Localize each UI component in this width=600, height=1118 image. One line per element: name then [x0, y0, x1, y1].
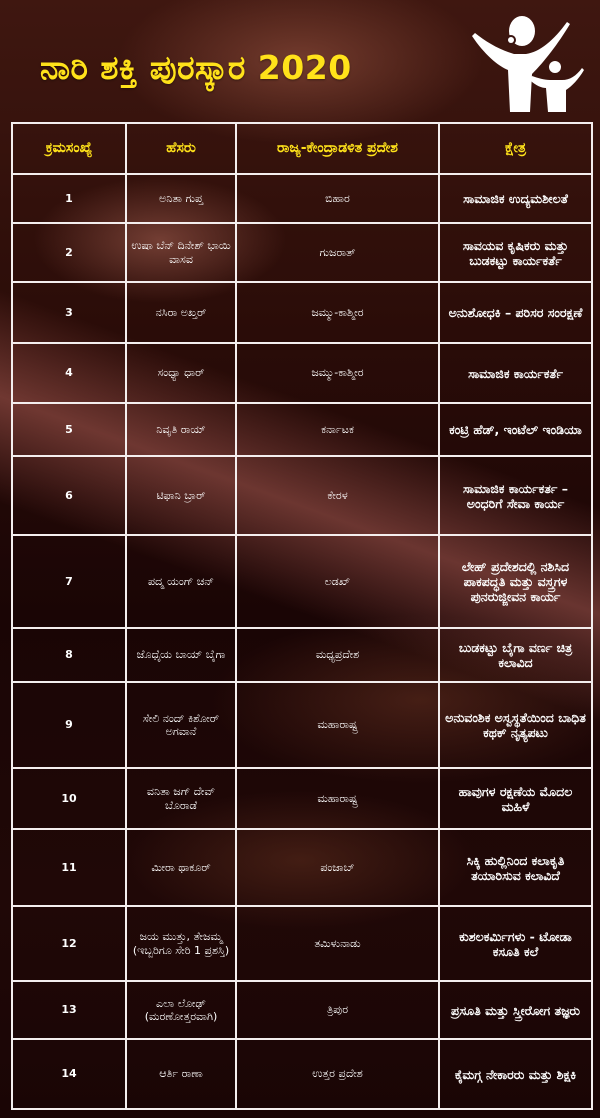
serial-number-cell: 10	[12, 768, 126, 829]
state-cell: ಬಿಹಾರ	[236, 174, 439, 223]
name-cell: ಅನಿತಾ ಗುಪ್ತ	[126, 174, 236, 223]
column-header-field: ಕ್ಷೇತ್ರ	[439, 123, 592, 174]
name-cell: ಜಯ ಮುತ್ತು, ತೇಜಮ್ಮ (ಇಬ್ಬರಿಗೂ ಸೇರಿ 1 ಪ್ರಶಸ್ತಿ)	[126, 906, 236, 981]
name-cell: ಎಲಾ ಲೋಢ್ (ಮರಣೋತ್ತರವಾಗಿ)	[126, 981, 236, 1039]
serial-number-cell: 13	[12, 981, 126, 1039]
table-row	[12, 174, 592, 223]
name-cell: ಸೇಲಿ ನಂದ್ ಕಿಶೋರ್ ಅಗವಾನೆ	[126, 682, 236, 768]
serial-number-cell: 6	[12, 456, 126, 535]
state-cell: ಉತ್ತರ ಪ್ರದೇಶ	[236, 1039, 439, 1109]
serial-number-cell: 9	[12, 682, 126, 768]
table-row	[12, 456, 592, 535]
table-row	[12, 981, 592, 1039]
table-row	[12, 682, 592, 768]
field-cell: ಕಂಟ್ರಿ ಹೆಡ್, ಇಂಟೆಲ್ ಇಂಡಿಯಾ	[439, 403, 592, 456]
name-cell: ಮೀರಾ ಥಾಕೂರ್	[126, 829, 236, 906]
serial-number-cell: 5	[12, 403, 126, 456]
column-header-serial-number: ಕ್ರಮಸಂಖ್ಯೆ	[12, 123, 126, 174]
state-cell: ತಮಿಳುನಾಡು	[236, 906, 439, 981]
field-cell: ಹಾವುಗಳ ರಕ್ಷಣೆಯ ಮೊದಲ ಮಹಿಳೆ	[439, 768, 592, 829]
serial-number-cell: 3	[12, 282, 126, 343]
name-cell: ವನಿತಾ ಜಗ್ ದೇವ್ ಬೊರಾಡೆ	[126, 768, 236, 829]
field-cell: ಅನುವಂಶಿಕ ಅಸ್ವಸ್ಥತೆಯಿಂದ ಬಾಧಿತ ಕಥಕ್ ನೃತ್ಯಪಟು	[439, 682, 592, 768]
name-cell: ಸಂಧ್ಯಾ ಧಾರ್	[126, 343, 236, 403]
serial-number-cell: 11	[12, 829, 126, 906]
name-cell: ಆರ್ತಿ ರಾಣಾ	[126, 1039, 236, 1109]
table-header-row	[12, 123, 592, 174]
page-title: ನಾರಿ ಶಕ್ತಿ ಪುರಸ್ಕಾರ 2020	[40, 48, 352, 87]
state-cell: ಗುಜರಾತ್	[236, 223, 439, 282]
field-cell: ಸಾವಯವ ಕೃಷಿಕರು ಮತ್ತು ಬುಡಕಟ್ಟು ಕಾರ್ಯಕರ್ತೆ	[439, 223, 592, 282]
field-cell: ಸಾಮಾಜಿಕ ಉದ್ಯಮಶೀಲತೆ	[439, 174, 592, 223]
field-cell: ಸಾಮಾಜಿಕ ಕಾರ್ಯಕರ್ತ – ಅಂಧರಿಗೆ ಸೇವಾ ಕಾರ್ಯ	[439, 456, 592, 535]
table-row	[12, 829, 592, 906]
field-cell: ಲೇಹ್ ಪ್ರದೇಶದಲ್ಲಿ ನಶಿಸಿದ ಪಾಕಪದ್ಧತಿ ಮತ್ತು ವಸ್ತ್ರಗಳ ಪುನರುಜ್ಜೀವನ ಕಾರ್ಯ	[439, 535, 592, 628]
column-header-name: ಹೆಸರು	[126, 123, 236, 174]
table-row	[12, 768, 592, 829]
field-cell: ಕುಶಲಕರ್ಮಿಗಳು - ಟೋಡಾ ಕಸೂತಿ ಕಲೆ	[439, 906, 592, 981]
state-cell: ತ್ರಿಪುರ	[236, 981, 439, 1039]
table-row	[12, 535, 592, 628]
table-row	[12, 1039, 592, 1109]
field-cell: ಕೈಮಗ್ಗ ನೇಕಾರರು ಮತ್ತು ಶಿಕ್ಷಕಿ	[439, 1039, 592, 1109]
state-cell: ಮಹಾರಾಷ್ಟ್ರ	[236, 768, 439, 829]
name-cell: ಉಷಾ ಬೆನ್ ದಿನೇಶ್ ಭಾಯಿ ವಾಸವ	[126, 223, 236, 282]
name-cell: ಪದ್ಮ ಯಂಗ್ ಚನ್	[126, 535, 236, 628]
name-cell: ನಿವೃತಿ ರಾಯ್	[126, 403, 236, 456]
table-row	[12, 343, 592, 403]
table-row	[12, 223, 592, 282]
field-cell: ಪ್ರಸೂತಿ ಮತ್ತು ಸ್ತ್ರೀರೋಗ ತಜ್ಞರು	[439, 981, 592, 1039]
field-cell: ಬುಡಕಟ್ಟು ಬೈಗಾ ವರ್ಣ ಚಿತ್ರ ಕಲಾವಿದ	[439, 628, 592, 682]
serial-number-cell: 8	[12, 628, 126, 682]
state-cell: ಜಮ್ಮು-ಕಾಶ್ಮೀರ	[236, 343, 439, 403]
name-cell: ನಸಿರಾ ಅಖ್ತರ್	[126, 282, 236, 343]
table-row	[12, 628, 592, 682]
column-header-state: ರಾಜ್ಯ-ಕೇಂದ್ರಾಡಳಿತ ಪ್ರದೇಶ	[236, 123, 439, 174]
state-cell: ಜಮ್ಮು-ಕಾಶ್ಮೀರ	[236, 282, 439, 343]
serial-number-cell: 7	[12, 535, 126, 628]
serial-number-cell: 12	[12, 906, 126, 981]
table-row	[12, 906, 592, 981]
table-row	[12, 403, 592, 456]
state-cell: ಪಂಜಾಬ್	[236, 829, 439, 906]
state-cell: ಲಡಖ್	[236, 535, 439, 628]
serial-number-cell: 4	[12, 343, 126, 403]
serial-number-cell: 2	[12, 223, 126, 282]
state-cell: ಮಹಾರಾಷ್ಟ್ರ	[236, 682, 439, 768]
state-cell: ಕರ್ನಾಟಕ	[236, 403, 439, 456]
state-cell: ಕೇರಳ	[236, 456, 439, 535]
name-cell: ಟಿಫಾನಿ ಬ್ರಾರ್	[126, 456, 236, 535]
serial-number-cell: 14	[12, 1039, 126, 1109]
state-cell: ಮಧ್ಯಪ್ರದೇಶ	[236, 628, 439, 682]
serial-number-cell: 1	[12, 174, 126, 223]
name-cell: ಜೊಧೈಯ ಬಾಯ್ ಬೈಗಾ	[126, 628, 236, 682]
nari-shakti-awards-table	[11, 122, 593, 1110]
field-cell: ಅನುಶೋಧಕಿ – ಪರಿಸರ ಸಂರಕ್ಷಣೆ	[439, 282, 592, 343]
field-cell: ಸಿಕ್ಕಿ ಹುಲ್ಲಿನಿಂದ ಕಲಾಕೃತಿ ತಯಾರಿಸುವ ಕಲಾವಿದೆ	[439, 829, 592, 906]
nari-shakti-mother-child-icon	[470, 14, 585, 114]
table-row	[12, 282, 592, 343]
field-cell: ಸಾಮಾಜಿಕ ಕಾರ್ಯಕರ್ತೆ	[439, 343, 592, 403]
